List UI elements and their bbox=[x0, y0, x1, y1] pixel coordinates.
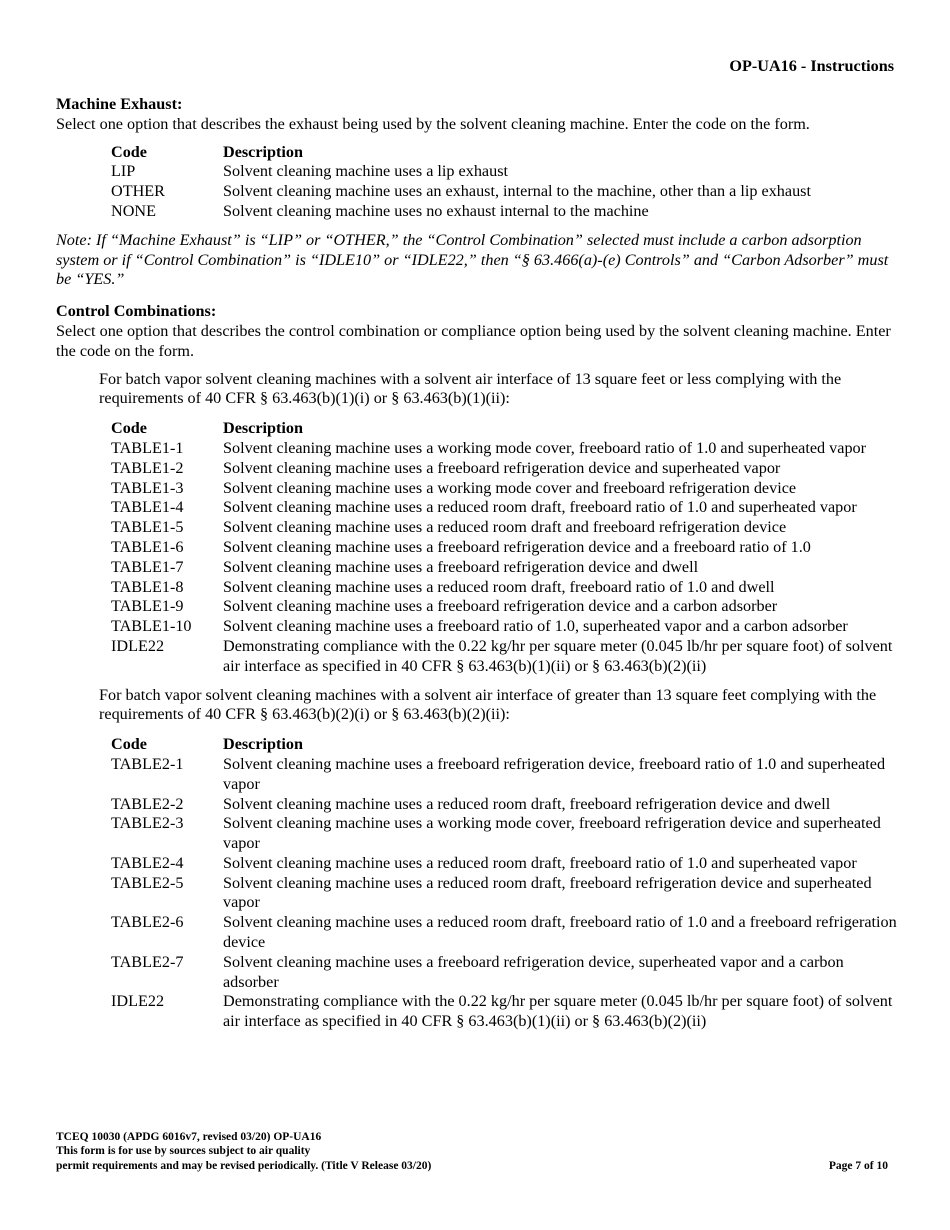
table-header-row bbox=[111, 143, 811, 163]
code-cell: TABLE1-8 bbox=[111, 577, 184, 596]
description-cell: Solvent cleaning machine uses a freeboard refrigeration device and dwell bbox=[223, 557, 699, 576]
code-cell: TABLE1-9 bbox=[111, 597, 184, 616]
footer-line-1: TCEQ 10030 (APDG 6016v7, revised 03/20) OP-UA16 bbox=[56, 1131, 322, 1143]
table-row bbox=[111, 755, 900, 795]
footer-line-2: This form is for use by sources subject to air quality bbox=[56, 1145, 311, 1158]
description-cell: Solvent cleaning machine uses a reduced room draft, freeboard ratio of 1.0 and superheated vapor bbox=[223, 853, 857, 872]
code-cell: TABLE1-1 bbox=[111, 438, 184, 457]
table-row bbox=[111, 992, 900, 1032]
code-cell: TABLE2-5 bbox=[111, 873, 184, 892]
table-row bbox=[111, 874, 900, 914]
table-row bbox=[111, 459, 900, 479]
code-cell: TABLE2-3 bbox=[111, 814, 184, 833]
document-body bbox=[56, 95, 900, 1041]
table-row bbox=[111, 597, 900, 617]
table2-rows bbox=[111, 755, 900, 1032]
code-column-header: Code bbox=[111, 142, 147, 161]
control-combinations-heading: Control Combinations: bbox=[56, 302, 217, 321]
footer-form-info bbox=[56, 1130, 431, 1173]
machine-exhaust-heading: Machine Exhaust: bbox=[56, 95, 183, 113]
description-cell: Solvent cleaning machine uses a freeboard refrigeration device and superheated vapor bbox=[223, 458, 781, 477]
machine-exhaust-table bbox=[111, 143, 811, 222]
table2-intro: For batch vapor solvent cleaning machines with a solvent air interface of greater than 13 square feet complying with the requirements of 40 CFR § 63.463(b)(2)(i) or § 63.463(b)(2)(ii): bbox=[99, 685, 877, 724]
machine-exhaust-rows bbox=[111, 162, 811, 221]
table-row bbox=[111, 439, 900, 459]
code-column-header: Code bbox=[111, 735, 147, 754]
table-row bbox=[111, 162, 811, 182]
description-cell: Solvent cleaning machine uses a reduced room draft and freeboard refrigeration device bbox=[223, 518, 787, 537]
table-header-row bbox=[111, 735, 900, 755]
code-cell: LIP bbox=[111, 162, 136, 181]
page-number: Page 7 of 10 bbox=[828, 1160, 888, 1172]
code-cell: TABLE1-3 bbox=[111, 478, 184, 497]
machine-exhaust-intro: Select one option that describes the exhaust being used by the solvent cleaning machine. Enter the code on the form. bbox=[56, 114, 810, 133]
description-cell: Solvent cleaning machine uses a working mode cover, freeboard ratio of 1.0 and superheated vapor bbox=[223, 438, 867, 457]
table-row bbox=[111, 854, 900, 874]
table-row bbox=[111, 578, 900, 598]
description-cell: Demonstrating compliance with the 0.22 kg/hr per square meter (0.045 lb/hr per square foot) of solvent air interface as specified in 40 CFR § 63.463(b)(1)(ii) or § 63.463(b)(2)(ii) bbox=[223, 636, 893, 675]
description-cell: Solvent cleaning machine uses a freeboard refrigeration device and a carbon adsorber bbox=[223, 597, 778, 616]
table-row bbox=[111, 617, 900, 637]
description-cell: Solvent cleaning machine uses a reduced room draft, freeboard refrigeration device and superheated vapor bbox=[223, 873, 872, 912]
table1-rows bbox=[111, 439, 900, 677]
description-cell: Demonstrating compliance with the 0.22 kg/hr per square meter (0.045 lb/hr per square foot) of solvent air interface as specified in 40 CFR § 63.463(b)(1)(ii) or § 63.463(b)(2)(ii) bbox=[223, 992, 893, 1031]
code-cell: TABLE2-1 bbox=[111, 754, 184, 773]
description-cell: Solvent cleaning machine uses a reduced room draft, freeboard ratio of 1.0 and dwell bbox=[223, 577, 775, 596]
description-cell: Solvent cleaning machine uses a freeboard refrigeration device and a freeboard ratio of 1.0 bbox=[223, 537, 811, 556]
code-cell: OTHER bbox=[111, 182, 165, 201]
code-cell: NONE bbox=[111, 201, 156, 220]
table-row bbox=[111, 518, 900, 538]
description-cell: Solvent cleaning machine uses a lip exhaust bbox=[223, 162, 509, 181]
table2-codes-table bbox=[111, 735, 900, 1032]
code-cell: TABLE1-7 bbox=[111, 557, 184, 576]
code-cell: TABLE1-10 bbox=[111, 617, 192, 636]
description-cell: Solvent cleaning machine uses a reduced room draft, freeboard refrigeration device and dwell bbox=[223, 794, 831, 813]
description-cell: Solvent cleaning machine uses a freeboard refrigeration device, superheated vapor and a carbon adsorber bbox=[223, 952, 844, 991]
control-combinations-section bbox=[56, 302, 900, 1032]
code-cell: TABLE2-7 bbox=[111, 952, 184, 971]
code-cell: TABLE1-4 bbox=[111, 498, 184, 517]
table-row bbox=[111, 479, 900, 499]
table-row bbox=[111, 498, 900, 518]
code-column-header: Code bbox=[111, 419, 147, 438]
description-cell: Solvent cleaning machine uses no exhaust internal to the machine bbox=[223, 201, 649, 220]
control-combinations-intro: Select one option that describes the control combination or compliance option being used by the solvent cleaning machine. Enter the code on the form. bbox=[56, 321, 891, 360]
table-row bbox=[111, 202, 811, 222]
code-cell: IDLE22 bbox=[111, 636, 165, 655]
code-cell: TABLE2-6 bbox=[111, 913, 184, 932]
description-cell: Solvent cleaning machine uses a working mode cover and freeboard refrigeration device bbox=[223, 478, 797, 497]
machine-exhaust-section bbox=[56, 95, 900, 290]
code-cell: TABLE2-4 bbox=[111, 853, 184, 872]
description-cell: Solvent cleaning machine uses a freeboard refrigeration device, freeboard ratio of 1.0 and superheated vapor bbox=[223, 754, 886, 793]
table-row bbox=[111, 953, 900, 993]
code-cell: TABLE2-2 bbox=[111, 794, 184, 813]
page-header-title: OP-UA16 - Instructions bbox=[729, 57, 894, 75]
table-header-row bbox=[111, 419, 900, 439]
description-column-header: Description bbox=[223, 735, 304, 754]
description-cell: Solvent cleaning machine uses a reduced room draft, freeboard ratio of 1.0 and superheated vapor bbox=[223, 498, 857, 517]
description-cell: Solvent cleaning machine uses an exhaust, internal to the machine, other than a lip exhaust bbox=[223, 182, 811, 201]
table-row bbox=[111, 814, 900, 854]
description-column-header: Description bbox=[223, 419, 304, 438]
code-cell: IDLE22 bbox=[111, 992, 165, 1011]
table-row bbox=[111, 182, 811, 202]
machine-exhaust-note: Note: If “Machine Exhaust” is “LIP” or “OTHER,” the “Control Combination” selected must include a carbon adsorption system or if “Control Combination” is “IDLE10” or “IDLE22,” then “§ 63.466(a)-(e) Controls” and “Carbon Adsorber” must be “YES.” bbox=[56, 230, 889, 289]
table-row bbox=[111, 558, 900, 578]
footer-line-3: permit requirements and may be revised periodically. (Title V Release 03/20) bbox=[56, 1159, 432, 1172]
description-cell: Solvent cleaning machine uses a working mode cover, freeboard refrigeration device and superheated vapor bbox=[223, 814, 881, 853]
code-cell: TABLE1-5 bbox=[111, 518, 184, 537]
table-row bbox=[111, 913, 900, 953]
table-row bbox=[111, 538, 900, 558]
table-row bbox=[111, 795, 900, 815]
table1-intro: For batch vapor solvent cleaning machines with a solvent air interface of 13 square feet or less complying with the requirements of 40 CFR § 63.463(b)(1)(i) or § 63.463(b)(1)(ii): bbox=[99, 369, 842, 408]
table-row bbox=[111, 637, 900, 677]
code-cell: TABLE1-2 bbox=[111, 458, 184, 477]
description-cell: Solvent cleaning machine uses a reduced room draft, freeboard ratio of 1.0 and a freeboard refrigeration device bbox=[223, 913, 897, 952]
description-column-header: Description bbox=[223, 142, 304, 161]
code-cell: TABLE1-6 bbox=[111, 537, 184, 556]
table1-codes-table bbox=[111, 419, 900, 676]
description-cell: Solvent cleaning machine uses a freeboard ratio of 1.0, superheated vapor and a carbon adsorber bbox=[223, 617, 848, 636]
